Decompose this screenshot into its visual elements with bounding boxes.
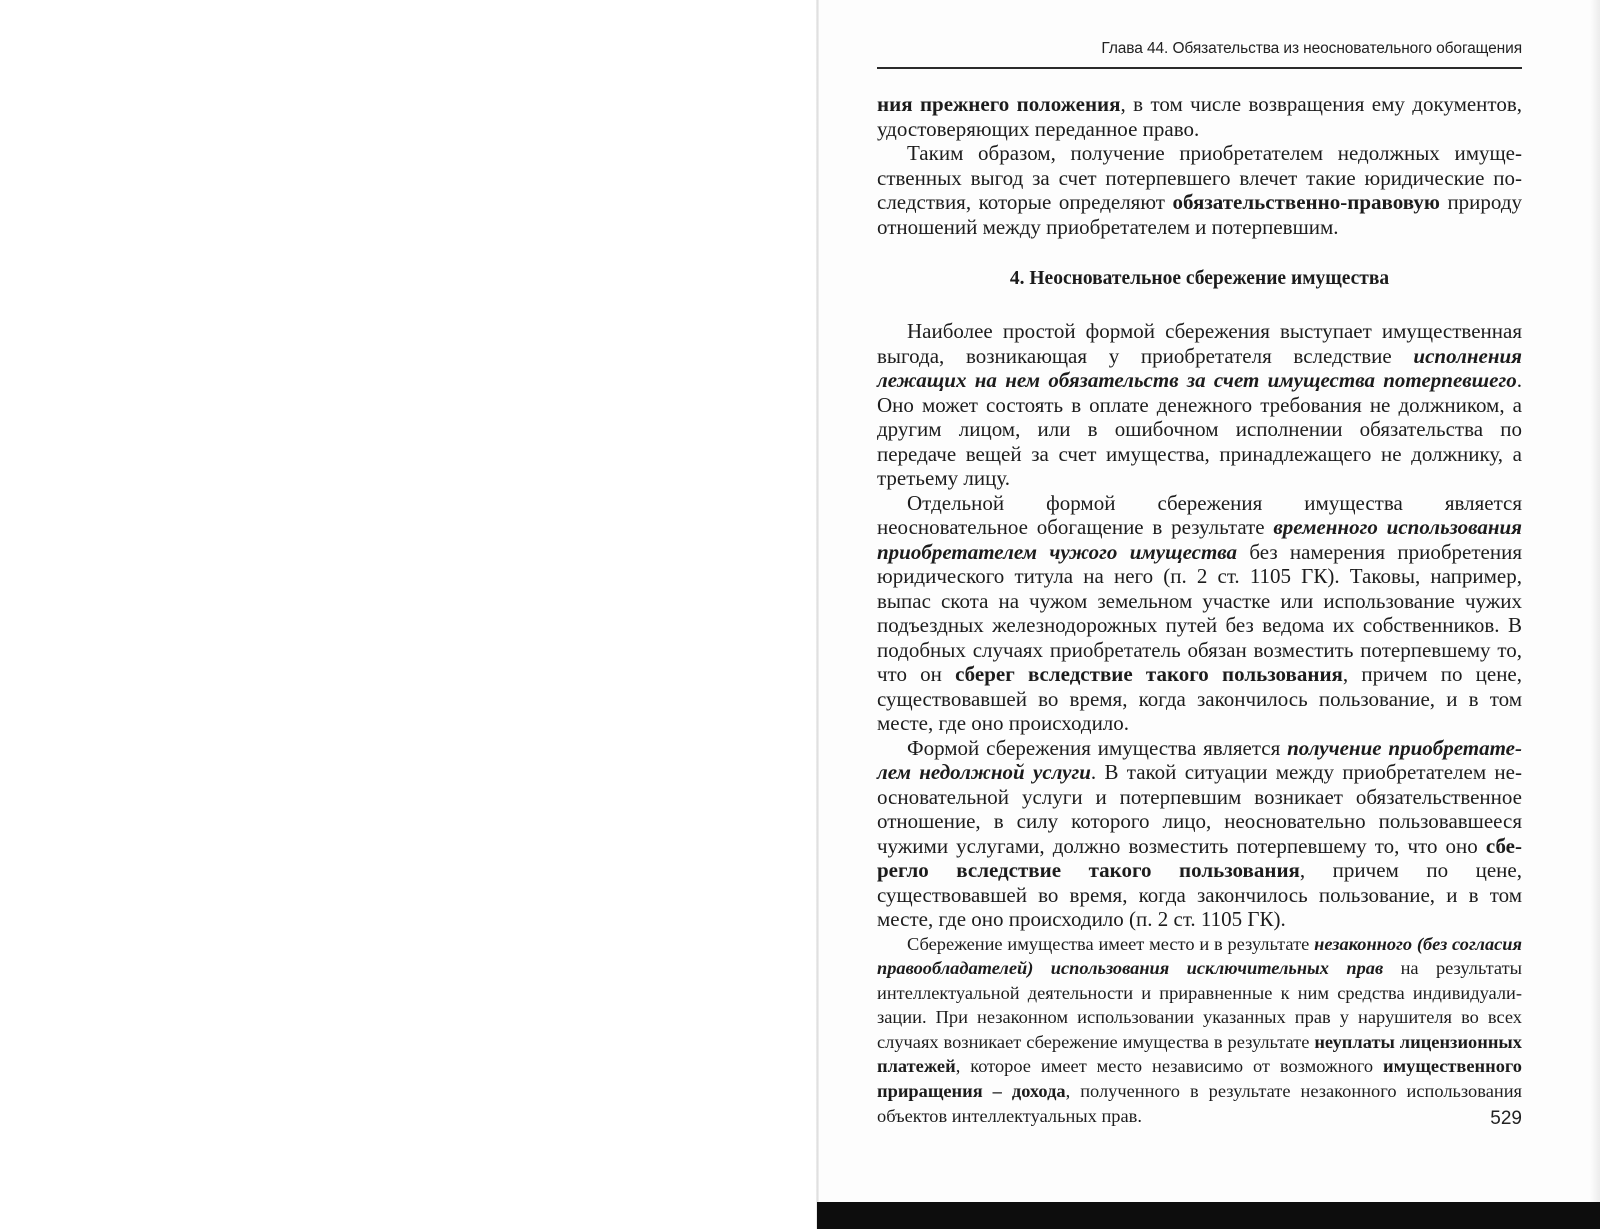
running-head: Глава 44. Обязательства из неосновательного обогащения [1101,40,1522,57]
text-run: , которое имеет место независимо от возможного [955,1056,1383,1077]
page-number: 529 [1490,1108,1522,1129]
page-edge-shadow [1590,0,1600,1202]
paragraph-3 [877,319,1522,491]
emphasis: получение приобретателем недолжной услуги [877,735,1522,784]
text-run: Отдельной формой сбережения имущества является неосновательное обогащение в результате [877,490,1522,539]
paragraph-1 [877,92,1522,141]
paragraph-6 [877,932,1522,1129]
emphasis: временного использования приобретателем чужого имущества [877,515,1522,564]
text-run: на результаты интеллектуальной деятельности и приравненные к ним средства индивидуализации. При незаконном использовании указанных прав у нарушителя во всех случаях возникает сбережение имущества в результате [877,958,1522,1052]
bold-phrase: сберегло вследствие такого пользования [877,833,1522,882]
text-run: , причем по цене, существовавшей во время, когда закончилось пользование, и в том месте, где оно происходило. [877,662,1523,735]
header-rule [877,67,1522,69]
text-run: . Оно может состоять в оплате денежного требования не должником, а другим лицом, или в ошибочном исполнении обязательства по передаче вещей за счет имущества, принадлежащего не должнику, а третьему лицу. [877,368,1522,490]
text-run: Сбережение имущества имеет место и в результате [907,933,1315,954]
text-run: без намерения приобретения юридического титула на него (п. 2 ст. 1105 ГК). Таковы, например, выпас скота на чужом земельном участке или использование чужих подъездных железнодорожных путей без ведома их собственников. В подобных случаях приобретатель обязан возместить потерпевшему то, что он [877,539,1522,686]
paragraph-5 [877,736,1522,932]
bold-phrase: неуплаты лицензионных платежей [877,1031,1522,1077]
page-body [877,92,1522,1128]
text-run: Формой сбережения имущества является [907,735,1288,760]
emphasis: исполнения лежащих на нем обязательств за счет имущества потерпевшего [877,343,1522,392]
bold-phrase: имущественного приращения – дохода [877,1056,1522,1102]
text-run: Наиболее простой формой сбережения выступает имущественная выгода, возникающая у приобретателя вследствие [877,319,1522,368]
bold-phrase: сберег вследствие такого пользования [955,662,1343,686]
paragraph-2 [877,141,1522,239]
scan-bottom-band [817,1202,1600,1229]
paragraph-4 [877,491,1522,736]
text-run: , полученного в результате незаконного использования объектов интеллектуальных прав. [877,1081,1522,1126]
text-run: . В такой ситуации между приобретателем неосновательной услуги и потерпевшим возникает обязательственное отношение, в силу которого лицо, неосновательно пользовавшееся чужими услугами, должно возместить потерпевшему то, что оно [877,760,1522,858]
text-run: Таким образом, получение приобретателем недолжных имущественных выгод за счет потерпевшего влечет такие юридические последствия, которые определяют [877,141,1522,214]
bold-phrase: ния прежнего положения [877,92,1121,116]
text-run: природу отношений между приобретателем и потерпевшим. [877,190,1522,239]
bold-phrase: обязательственно-правовую [1172,190,1440,214]
text-run: , в том числе возвращения ему документов, удостоверяющих переданное право. [877,92,1522,141]
section-heading: 4. Неосновательное сбережение имущества [1009,268,1390,289]
text-run: , причем по цене, существовавшей во время, когда закончилось пользование, и в том месте, где оно происходило (п. 2 ст. 1105 ГК). [877,858,1522,931]
emphasis: незаконного (без согласия правообладателей) использования исключительных прав [877,933,1523,979]
